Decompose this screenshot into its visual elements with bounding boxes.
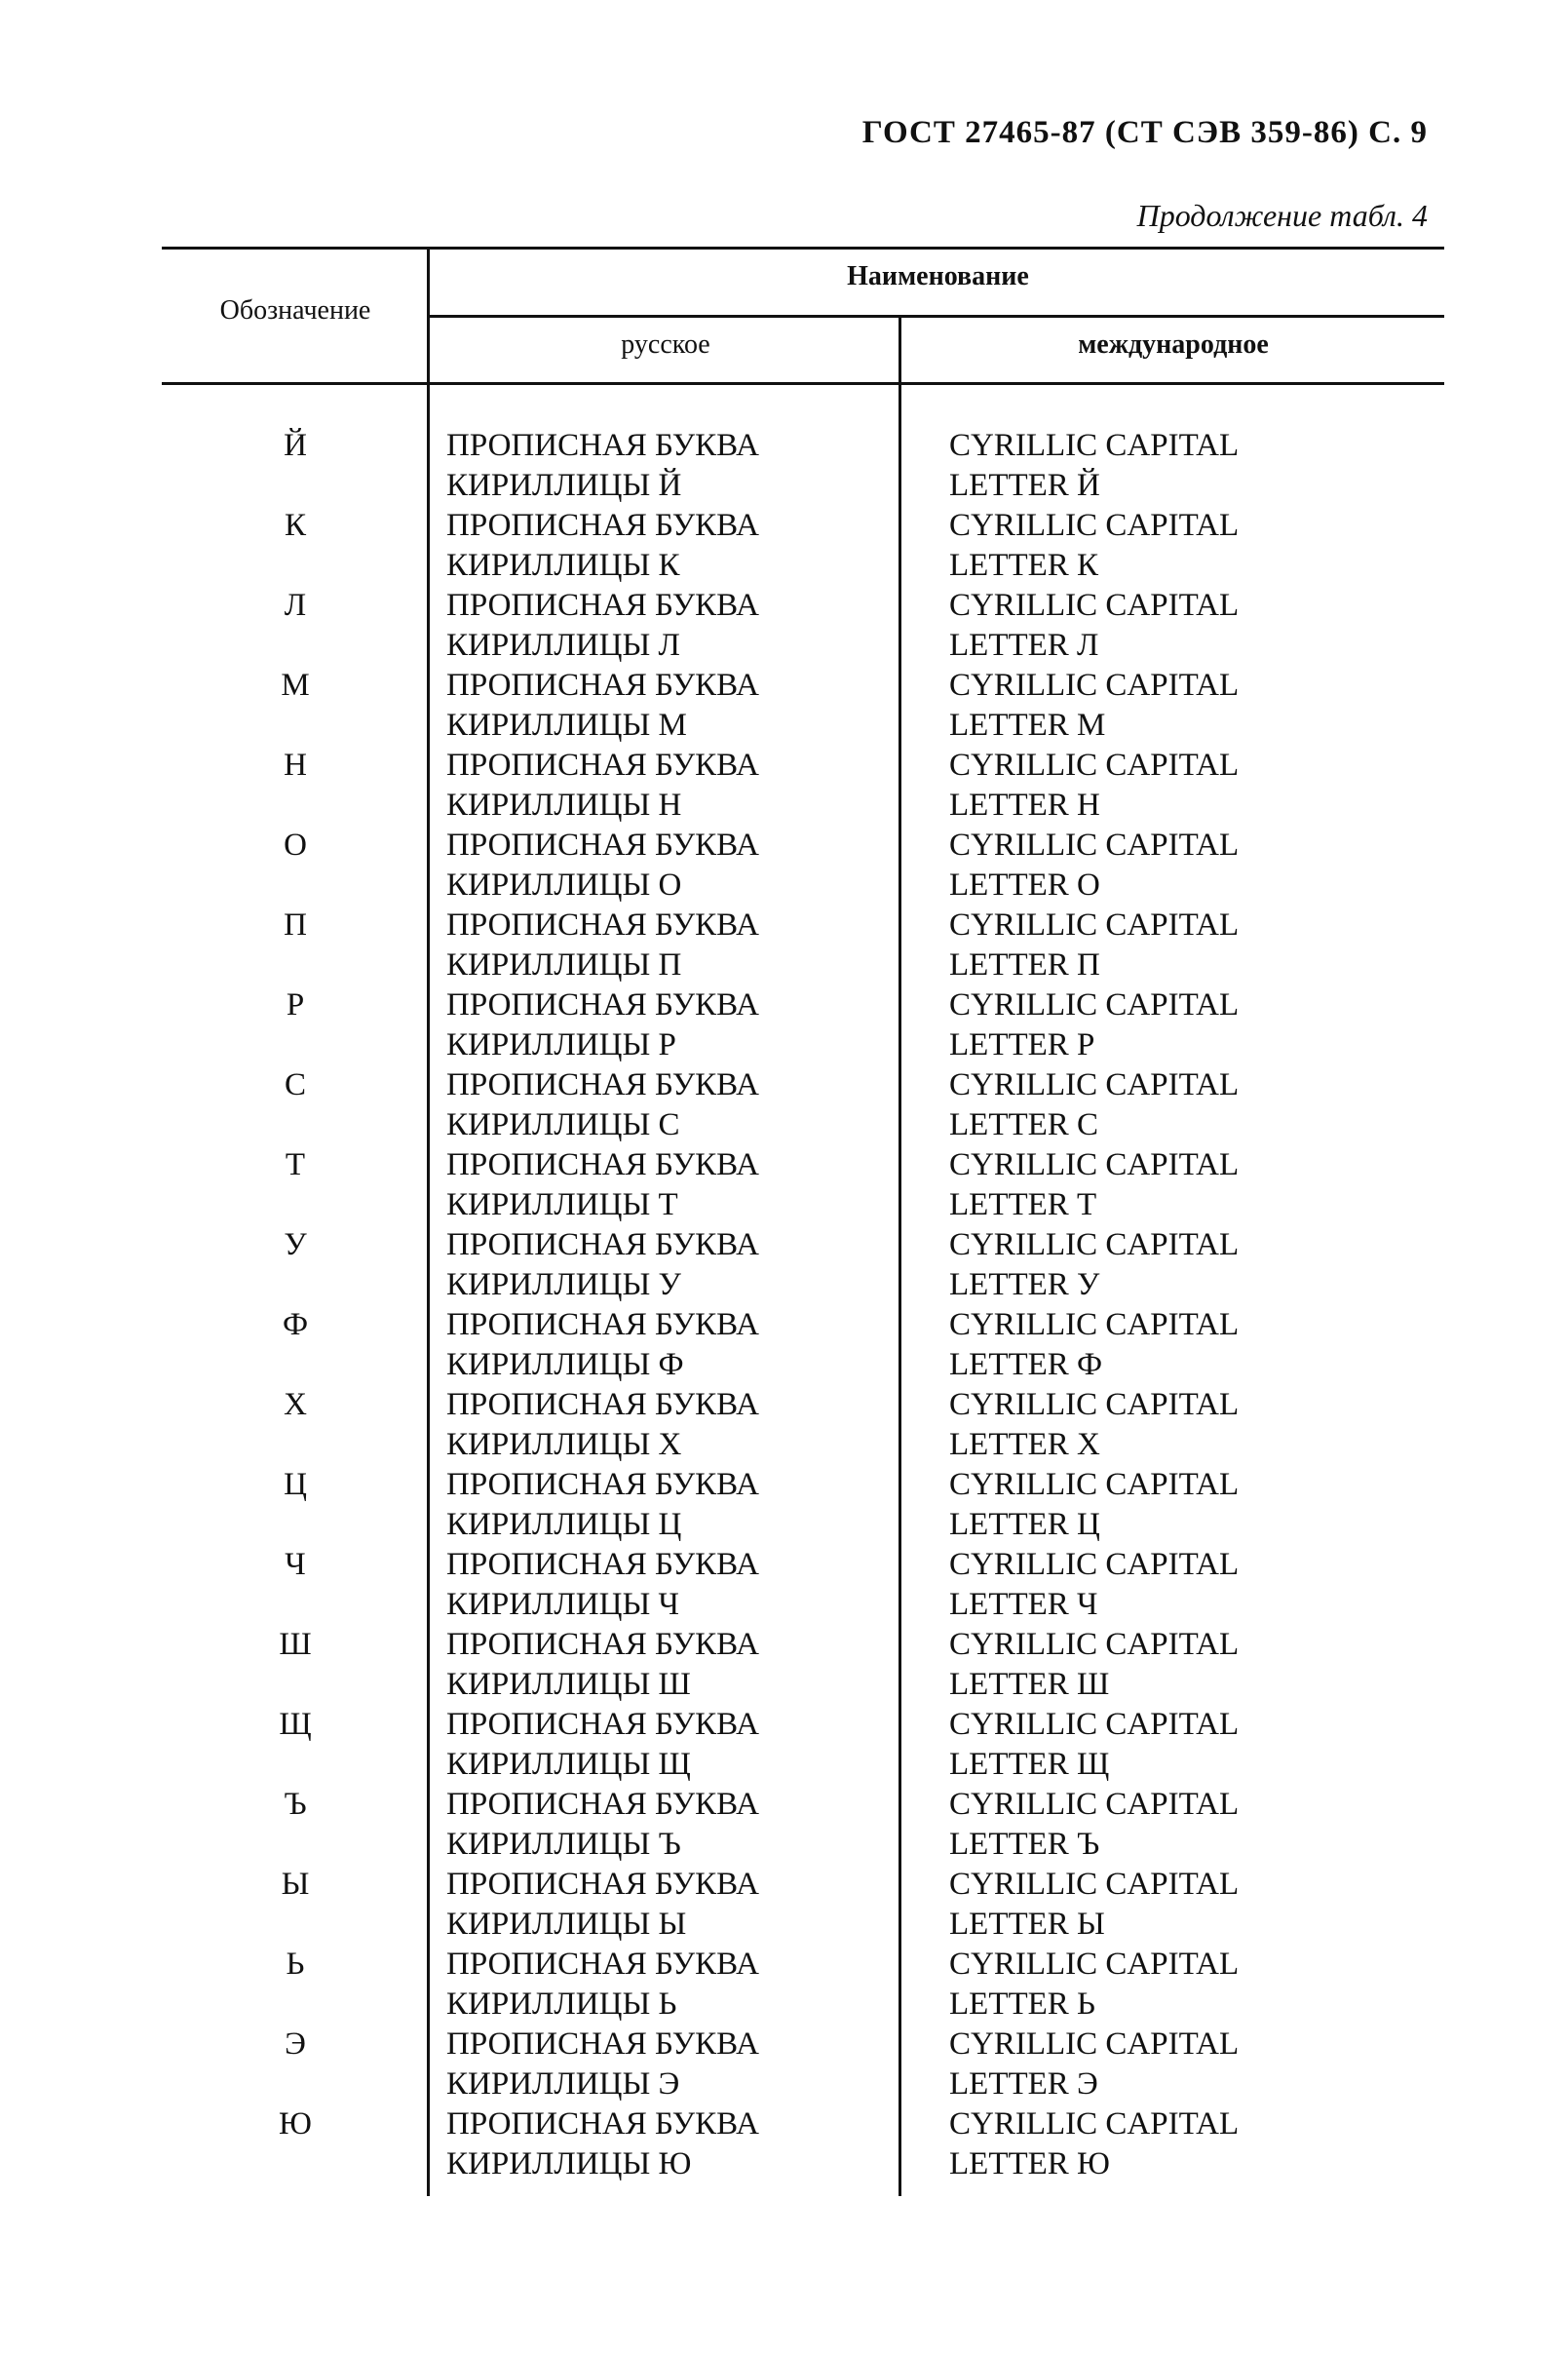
row-russian-line-1: ПРОПИСНАЯ БУКВА	[446, 1867, 759, 1902]
table-row	[162, 985, 1444, 1065]
row-russian-line-2: КИРИЛЛИЦЫ Ч	[446, 1587, 679, 1622]
page-header: ГОСТ 27465-87 (СТ СЭВ 359-86) С. 9	[861, 115, 1428, 150]
row-russian-name	[446, 906, 759, 985]
row-international-name	[949, 1065, 1239, 1145]
row-international-name	[949, 1705, 1239, 1785]
row-designation: Э	[285, 2026, 306, 2062]
row-russian-line-2: КИРИЛЛИЦЫ У	[446, 1267, 681, 1302]
row-russian-line-2: КИРИЛЛИЦЫ Ъ	[446, 1827, 681, 1862]
row-russian-line-2: КИРИЛЛИЦЫ Э	[446, 2066, 680, 2102]
row-international-line-1: CYRILLIC CAPITAL	[949, 1227, 1240, 1262]
row-designation: Ш	[279, 1627, 312, 1662]
row-russian-line-1: ПРОПИСНАЯ БУКВА	[446, 828, 759, 863]
row-russian-line-1: ПРОПИСНАЯ БУКВА	[446, 508, 759, 543]
column-header-designation: Обозначение	[219, 295, 371, 326]
row-international-name	[949, 426, 1239, 506]
row-international-name	[949, 1385, 1239, 1465]
row-russian-name	[446, 1545, 759, 1625]
row-russian-line-1: ПРОПИСНАЯ БУКВА	[446, 2026, 759, 2062]
row-russian-name	[446, 1945, 759, 2025]
row-international-line-2: LETTER П	[949, 947, 1100, 983]
row-international-line-1: CYRILLIC CAPITAL	[949, 668, 1240, 703]
row-international-line-2: LETTER Ш	[949, 1667, 1110, 1702]
row-russian-name	[446, 2104, 759, 2184]
row-designation: К	[284, 508, 306, 543]
row-international-line-2: LETTER Ъ	[949, 1827, 1100, 1862]
row-designation: Р	[286, 987, 305, 1023]
table-row	[162, 1785, 1444, 1865]
row-international-name	[949, 1305, 1239, 1385]
row-designation: Ц	[284, 1467, 307, 1502]
column-header-naming: Наименование	[847, 261, 1029, 291]
table-row	[162, 1865, 1444, 1945]
row-international-line-2: LETTER Э	[949, 2066, 1098, 2102]
row-russian-name	[446, 586, 759, 666]
row-designation: Л	[284, 588, 307, 623]
row-international-line-2: LETTER Ц	[949, 1507, 1100, 1542]
row-russian-line-2: КИРИЛЛИЦЫ С	[446, 1107, 680, 1142]
row-russian-line-2: КИРИЛЛИЦЫ П	[446, 947, 682, 983]
table-row	[162, 1065, 1444, 1145]
row-international-line-1: CYRILLIC CAPITAL	[949, 907, 1240, 943]
table-body	[162, 426, 1444, 2184]
row-international-line-1: CYRILLIC CAPITAL	[949, 987, 1240, 1023]
row-designation: Х	[284, 1387, 307, 1422]
row-international-name	[949, 2104, 1239, 2184]
row-russian-line-1: ПРОПИСНАЯ БУКВА	[446, 1067, 759, 1102]
row-international-line-1: CYRILLIC CAPITAL	[949, 1947, 1240, 1982]
table-row	[162, 746, 1444, 826]
row-international-line-1: CYRILLIC CAPITAL	[949, 1867, 1240, 1902]
row-russian-line-2: КИРИЛЛИЦЫ Ц	[446, 1507, 682, 1542]
row-russian-line-1: ПРОПИСНАЯ БУКВА	[446, 748, 759, 783]
row-international-name	[949, 1785, 1239, 1865]
row-international-line-1: CYRILLIC CAPITAL	[949, 588, 1240, 623]
row-international-line-1: CYRILLIC CAPITAL	[949, 1787, 1240, 1822]
row-international-name	[949, 586, 1239, 666]
row-international-line-1: CYRILLIC CAPITAL	[949, 428, 1240, 463]
row-designation: У	[284, 1227, 307, 1262]
row-international-line-1: CYRILLIC CAPITAL	[949, 1467, 1240, 1502]
row-russian-line-1: ПРОПИСНАЯ БУКВА	[446, 1467, 759, 1502]
table-row	[162, 1545, 1444, 1625]
row-russian-name	[446, 1065, 759, 1145]
row-russian-name	[446, 1305, 759, 1385]
row-russian-line-2: КИРИЛЛИЦЫ Ь	[446, 1987, 677, 2022]
table-continuation-caption: Продолжение табл. 4	[1136, 198, 1428, 233]
row-international-line-2: LETTER Т	[949, 1187, 1097, 1222]
column-header-international: международное	[1078, 329, 1269, 360]
row-international-line-2: LETTER Ф	[949, 1347, 1103, 1382]
row-russian-line-1: ПРОПИСНАЯ БУКВА	[446, 668, 759, 703]
column-header-russian: русское	[621, 329, 710, 360]
row-international-name	[949, 1865, 1239, 1945]
row-international-line-1: CYRILLIC CAPITAL	[949, 748, 1240, 783]
row-russian-line-2: КИРИЛЛИЦЫ Т	[446, 1187, 678, 1222]
table-row	[162, 2104, 1444, 2184]
row-designation: Ч	[285, 1547, 306, 1582]
row-russian-line-2: КИРИЛЛИЦЫ Н	[446, 788, 682, 823]
row-international-name	[949, 1225, 1239, 1305]
row-international-line-1: CYRILLIC CAPITAL	[949, 1707, 1240, 1742]
row-russian-line-1: ПРОПИСНАЯ БУКВА	[446, 1387, 759, 1422]
table-row	[162, 2025, 1444, 2104]
row-russian-line-1: ПРОПИСНАЯ БУКВА	[446, 428, 759, 463]
row-international-line-1: CYRILLIC CAPITAL	[949, 828, 1240, 863]
row-russian-name	[446, 666, 759, 746]
table-row	[162, 1385, 1444, 1465]
symbol-table	[162, 247, 1444, 2196]
row-russian-line-2: КИРИЛЛИЦЫ Л	[446, 628, 680, 663]
table-row	[162, 1465, 1444, 1545]
row-international-name	[949, 506, 1239, 586]
row-designation: Н	[284, 748, 307, 783]
row-international-name	[949, 985, 1239, 1065]
row-international-line-2: LETTER Л	[949, 628, 1099, 663]
table-row	[162, 906, 1444, 985]
row-russian-line-1: ПРОПИСНАЯ БУКВА	[446, 987, 759, 1023]
row-russian-name	[446, 1785, 759, 1865]
row-international-name	[949, 1945, 1239, 2025]
row-russian-line-2: КИРИЛЛИЦЫ Ш	[446, 1667, 691, 1702]
row-international-line-1: CYRILLIC CAPITAL	[949, 1547, 1240, 1582]
row-designation: М	[281, 668, 310, 703]
table-row	[162, 426, 1444, 506]
row-designation: Ы	[281, 1867, 310, 1902]
row-designation: Т	[285, 1147, 306, 1182]
row-russian-line-2: КИРИЛЛИЦЫ О	[446, 868, 682, 903]
row-international-name	[949, 1465, 1239, 1545]
row-international-name	[949, 1145, 1239, 1225]
row-russian-name	[446, 2025, 759, 2104]
table-row	[162, 1705, 1444, 1785]
row-international-line-1: CYRILLIC CAPITAL	[949, 2106, 1240, 2142]
row-international-name	[949, 906, 1239, 985]
row-international-name	[949, 666, 1239, 746]
row-designation: Ъ	[284, 1787, 307, 1822]
row-russian-line-2: КИРИЛЛИЦЫ Ы	[446, 1907, 687, 1942]
row-russian-name	[446, 506, 759, 586]
row-international-line-2: LETTER Р	[949, 1027, 1095, 1062]
row-russian-line-1: ПРОПИСНАЯ БУКВА	[446, 907, 759, 943]
row-designation: Ю	[279, 2106, 312, 2142]
row-russian-line-2: КИРИЛЛИЦЫ Ф	[446, 1347, 684, 1382]
row-designation: С	[284, 1067, 306, 1102]
row-international-line-1: CYRILLIC CAPITAL	[949, 1147, 1240, 1182]
row-international-line-2: LETTER О	[949, 868, 1100, 903]
row-russian-line-1: ПРОПИСНАЯ БУКВА	[446, 1147, 759, 1182]
row-international-line-2: LETTER С	[949, 1107, 1099, 1142]
row-designation: Й	[284, 428, 307, 463]
row-designation: О	[284, 828, 307, 863]
row-russian-line-2: КИРИЛЛИЦЫ Щ	[446, 1747, 691, 1782]
row-russian-name	[446, 1465, 759, 1545]
row-russian-name	[446, 985, 759, 1065]
row-russian-line-2: КИРИЛЛИЦЫ Ю	[446, 2146, 692, 2181]
row-international-name	[949, 1625, 1239, 1705]
table-row	[162, 1145, 1444, 1225]
row-international-line-2: LETTER Ы	[949, 1907, 1105, 1942]
row-russian-name	[446, 746, 759, 826]
table-row	[162, 506, 1444, 586]
row-designation: Щ	[279, 1707, 312, 1742]
row-designation: Ф	[282, 1307, 309, 1342]
row-international-line-2: LETTER Н	[949, 788, 1100, 823]
row-international-line-1: CYRILLIC CAPITAL	[949, 1307, 1240, 1342]
row-russian-name	[446, 1225, 759, 1305]
row-international-name	[949, 2025, 1239, 2104]
row-designation: П	[284, 907, 307, 943]
row-russian-line-1: ПРОПИСНАЯ БУКВА	[446, 1707, 759, 1742]
row-russian-line-2: КИРИЛЛИЦЫ Р	[446, 1027, 676, 1062]
table-row	[162, 1225, 1444, 1305]
row-international-name	[949, 746, 1239, 826]
table-row	[162, 1625, 1444, 1705]
row-russian-line-1: ПРОПИСНАЯ БУКВА	[446, 1627, 759, 1662]
row-russian-line-2: КИРИЛЛИЦЫ М	[446, 708, 687, 743]
row-international-line-2: LETTER Щ	[949, 1747, 1110, 1782]
row-russian-line-1: ПРОПИСНАЯ БУКВА	[446, 1307, 759, 1342]
table-top-rule	[162, 247, 1444, 250]
row-international-name	[949, 826, 1239, 906]
row-russian-name	[446, 1385, 759, 1465]
row-russian-name	[446, 1145, 759, 1225]
row-russian-line-2: КИРИЛЛИЦЫ Й	[446, 468, 682, 503]
table-row	[162, 586, 1444, 666]
table-row	[162, 826, 1444, 906]
row-international-line-1: CYRILLIC CAPITAL	[949, 508, 1240, 543]
row-international-line-2: LETTER Ю	[949, 2146, 1110, 2181]
row-russian-name	[446, 1865, 759, 1945]
row-designation: Ь	[286, 1947, 305, 1982]
table-row	[162, 1945, 1444, 2025]
row-russian-name	[446, 426, 759, 506]
row-international-line-2: LETTER Й	[949, 468, 1100, 503]
naming-header-rule	[429, 315, 1444, 318]
table-row	[162, 1305, 1444, 1385]
row-international-line-2: LETTER К	[949, 548, 1099, 583]
row-russian-name	[446, 1705, 759, 1785]
row-russian-line-2: КИРИЛЛИЦЫ К	[446, 548, 680, 583]
row-russian-line-2: КИРИЛЛИЦЫ Х	[446, 1427, 682, 1462]
row-russian-line-1: ПРОПИСНАЯ БУКВА	[446, 588, 759, 623]
row-international-line-1: CYRILLIC CAPITAL	[949, 1067, 1240, 1102]
row-russian-line-1: ПРОПИСНАЯ БУКВА	[446, 1787, 759, 1822]
table-row	[162, 666, 1444, 746]
row-russian-line-1: ПРОПИСНАЯ БУКВА	[446, 1547, 759, 1582]
row-russian-name	[446, 1625, 759, 1705]
row-russian-line-1: ПРОПИСНАЯ БУКВА	[446, 2106, 759, 2142]
row-international-line-2: LETTER М	[949, 708, 1106, 743]
row-russian-line-1: ПРОПИСНАЯ БУКВА	[446, 1947, 759, 1982]
row-international-name	[949, 1545, 1239, 1625]
row-international-line-2: LETTER У	[949, 1267, 1100, 1302]
row-international-line-2: LETTER Ч	[949, 1587, 1098, 1622]
row-international-line-1: CYRILLIC CAPITAL	[949, 1627, 1240, 1662]
row-international-line-1: CYRILLIC CAPITAL	[949, 1387, 1240, 1422]
header-bottom-rule	[162, 382, 1444, 385]
row-russian-line-1: ПРОПИСНАЯ БУКВА	[446, 1227, 759, 1262]
row-international-line-2: LETTER Х	[949, 1427, 1100, 1462]
row-international-line-2: LETTER Ь	[949, 1987, 1095, 2022]
row-russian-name	[446, 826, 759, 906]
row-international-line-1: CYRILLIC CAPITAL	[949, 2026, 1240, 2062]
